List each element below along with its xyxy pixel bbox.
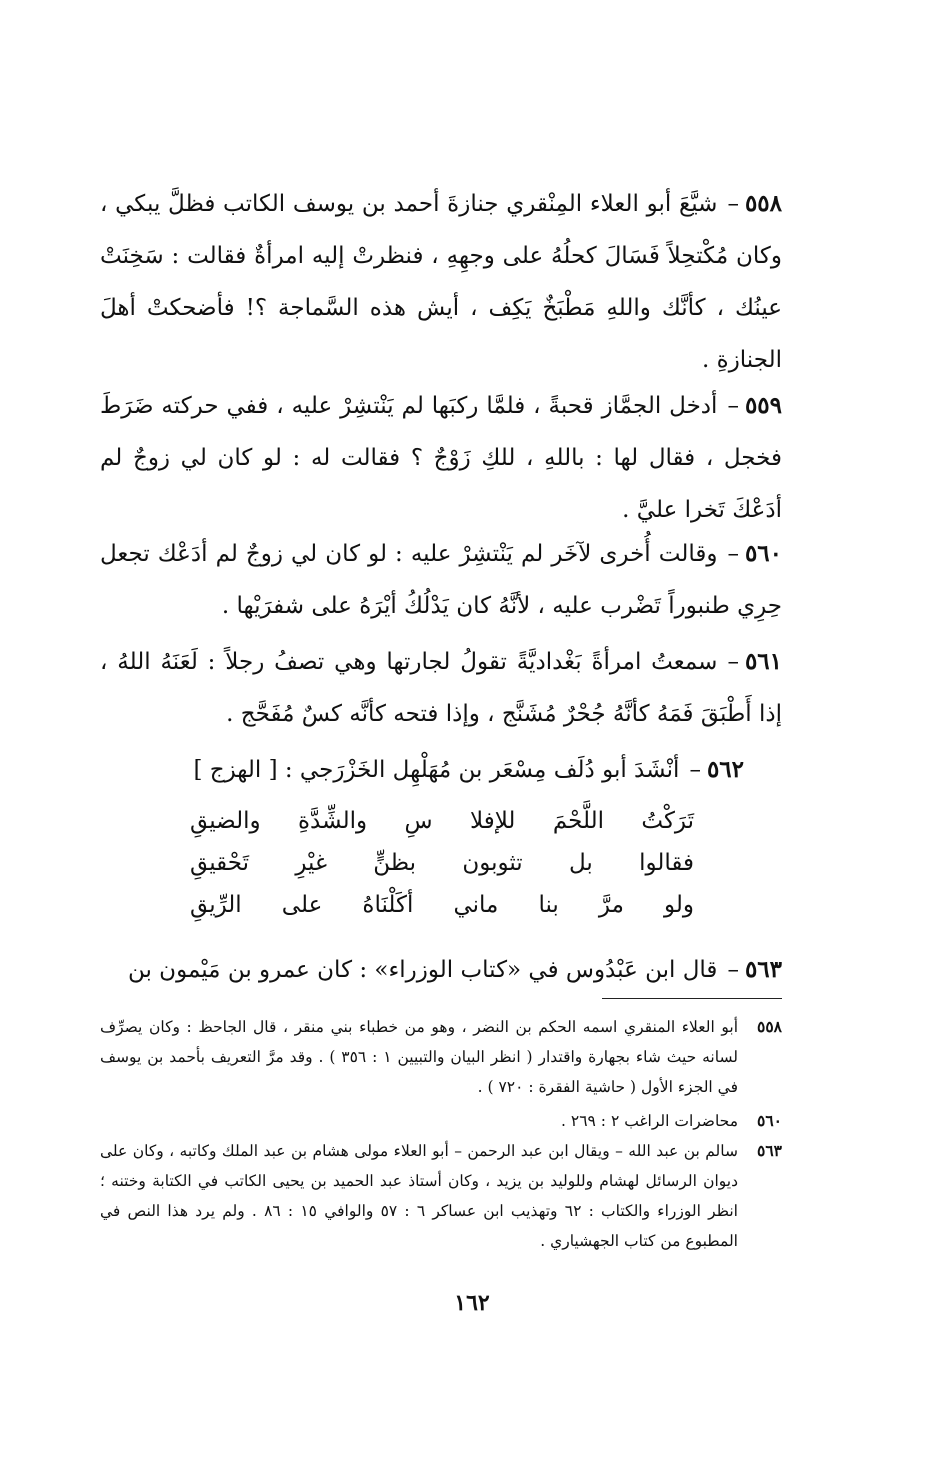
entry-number: ٥٦٣ — [744, 956, 782, 983]
entry-560 — [100, 528, 782, 632]
entry-number: ٥٥٨ — [744, 190, 782, 217]
entry-number: ٥٦٢ — [706, 756, 744, 783]
entry-text: وقالت أُخرى لآخَر لم يَنْتشِرْ عليه : لو كان لي زوجٌ لم أدَعْك تجعل حِرِي طنبوراً تَضْرب عليه ، لأنَّهُ كان يَدْلُكُ أيْرَهُ على شفرَيْها . — [100, 541, 782, 619]
poem-word: والشِّدَّةِ — [298, 808, 368, 834]
entry-563 — [100, 944, 782, 996]
poem-word: بنا — [538, 892, 559, 918]
entry-text: أدخل الجمَّاز قحبةً ، فلمَّا ركبَها لم يَنْتشِرْ عليه ، ففي حركته ضَرَطَ فخجل ، فقال لها : باللهِ ، للكِ زَوْجٌ ؟ فقالت له : لو كان لي زوجٌ لم أدَعْكَ تَخرا عليَّ . — [100, 393, 782, 523]
entry-dash: – — [727, 541, 739, 567]
footnote-divider — [602, 998, 782, 999]
entry-dash: – — [727, 393, 739, 419]
entry-dash: – — [689, 757, 701, 783]
entry-559 — [100, 380, 782, 536]
poem-word: الرِّيقِ — [190, 892, 242, 918]
poem — [190, 800, 694, 926]
entry-number: ٥٥٩ — [744, 392, 782, 419]
footnote-560 — [100, 1106, 782, 1136]
poem-word: للإفلا — [469, 808, 516, 834]
entry-dash: – — [727, 191, 739, 217]
entry-text: سمعتُ امرأةً بَغْداديَّةً تقولُ لجارتها وهي تصفُ رجلاً : لَعَنَهُ اللهُ ، إذا أَطْبَقَ فَمَهُ كأنَّهُ جُحْرٌ مُشَنَّج ، وإذا فتحه كأنَّه كسٌ مُفَحَّج . — [100, 649, 782, 727]
poem-word: اللَّحْمَ — [552, 808, 604, 834]
poem-word: أكَلْنَاهُ — [362, 892, 414, 918]
footnote-number: ٥٦٠ — [757, 1111, 782, 1130]
entry-558 — [100, 178, 782, 386]
poem-word: تَحْقيقِ — [190, 850, 250, 876]
poem-word: والضيقِ — [190, 808, 261, 834]
poem-word: على — [281, 892, 323, 918]
poem-word: سِ — [404, 808, 433, 834]
poem-word: فقالوا — [639, 850, 694, 876]
entry-text: قال ابن عَبْدُوس في «كتاب الوزراء» : كان عمرو بن مَيْمون بن — [127, 957, 718, 983]
footnote-text: سالم بن عبد الله – ويقال ابن عبد الرحمن – أبو العلاء مولى هشام بن عبد الملك وكاتبه ، وكان على ديوان الرسائل لهشام وللوليد بن يزيد ، وكان أستاذ عبد الحميد بن يحيى الكاتب في الكتابة وختنه ؛ انظر الوزراء والكتاب : ٦٢ وتهذيب ابن عساكر ٦ : ٥٧ والوافي ١٥ : ٨٦ . ولم يرد هذا النص في المطبوع من كتاب الجهشياري . — [100, 1142, 738, 1250]
entry-number: ٥٦١ — [744, 648, 782, 675]
poem-word: بل — [568, 850, 593, 876]
entry-dash: – — [727, 957, 739, 983]
entry-562 — [100, 744, 744, 796]
entry-text: أنْشَدَ أبو دُلَف مِسْعَر بن مُهَلْهِل الخَزْرَجي : [ الهزج ] — [193, 757, 680, 783]
footnote-text: أبو العلاء المنقري اسمه الحكم بن النضر ، وهو من خطباء بني منقر ، قال الجاحظ : وكان يصرِّف لسانه حيث شاء بجهارة واقتدار ( انظر البيان والتبيين ١ : ٣٥٦ ) . وقد مرَّ التعريف بأحمد بن يوسف في الجزء الأول ( حاشية الفقرة : ٧٢٠ ) . — [100, 1018, 738, 1096]
footnote-563 — [100, 1136, 782, 1256]
entry-text: شيَّعَ أبو العلاء المِنْقري جنازةَ أحمد بن يوسف الكاتب فظلَّ يبكي ، وكان مُكْتحِلاً فَسَالَ كحلُهُ على وجهِهِ ، فنظرتْ إليه امرأةٌ فقالت : سَخِنَتْ عينُك ، كأنَّك واللهِ مَطْبَخٌ يَكِف ، أيش هذه السَّماجة ؟! فأضحكتْ أهلَ الجنازةِ . — [100, 191, 782, 373]
footnote-number: ٥٥٨ — [757, 1017, 782, 1036]
poem-word: بظنٍّ — [373, 850, 417, 876]
poem-word: مرَّ — [598, 892, 624, 918]
page-number: ١٦٢ — [454, 1290, 490, 1316]
poem-line — [190, 800, 694, 842]
footnote-558 — [100, 1012, 782, 1102]
footnote-text: محاضرات الراغب ٢ : ٢٦٩ . — [561, 1112, 738, 1130]
entry-561 — [100, 636, 782, 740]
poem-line — [190, 884, 694, 926]
poem-word: تَرَكْتُ — [641, 808, 694, 834]
poem-line — [190, 842, 694, 884]
poem-word: ماني — [453, 892, 499, 918]
poem-word: ولو — [664, 892, 694, 918]
poem-word: غيْرِ — [295, 850, 327, 876]
poem-word: تثوبون — [462, 850, 523, 876]
entry-dash: – — [727, 649, 739, 675]
entry-number: ٥٦٠ — [744, 540, 782, 567]
footnote-number: ٥٦٣ — [757, 1141, 782, 1160]
